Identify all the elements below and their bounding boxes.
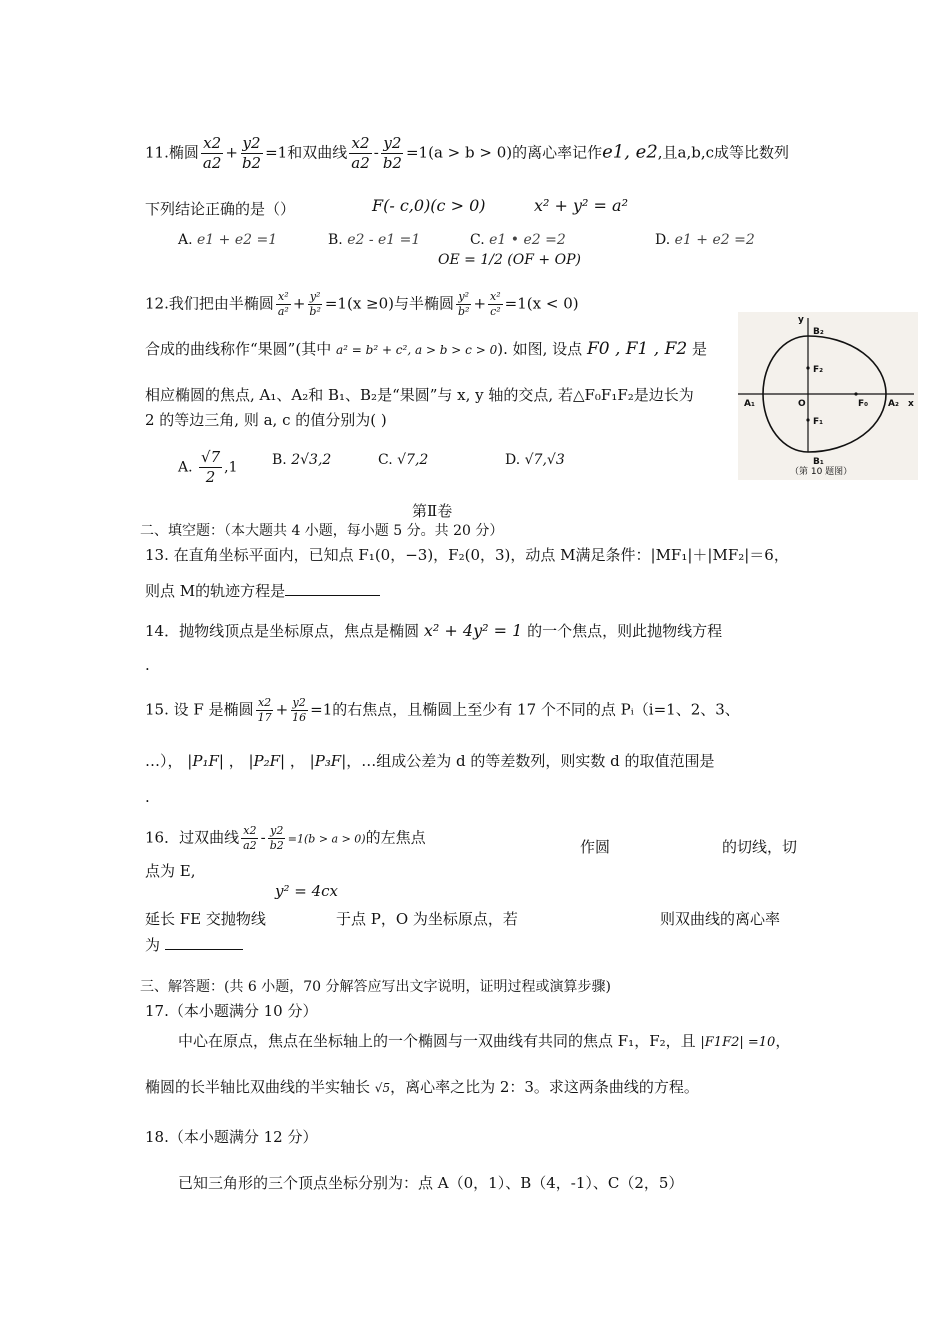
- label-a1: A₁: [744, 399, 755, 409]
- fraction-x2-a2-small: $\frac{\text{x²}}{\text{a²}}$: [277, 290, 289, 318]
- q17-line2: 椭圆的长半轴比双曲线的半实轴长 √5，离心率之比为 2：3。求这两条曲线的方程。: [145, 1078, 699, 1096]
- q16-line3c: 则双曲线的离心率: [660, 910, 781, 928]
- q11-tail2: ,且a,b,c成等比数列: [657, 143, 790, 162]
- q16-answer-blank[interactable]: [165, 948, 243, 950]
- label-b2: B₂: [813, 327, 824, 337]
- fill-blank-header: 二、填空题：（本大题共 4 小题，每小题 5 分。共 20 分）: [140, 523, 504, 539]
- q12-focal-points: F0 , F1 , F2: [586, 339, 688, 359]
- label-f0: F₀: [858, 399, 869, 409]
- q12-condition: a² = b² + c², a > b > c > 0: [335, 343, 498, 357]
- q15-seq-2: |P₂F|: [248, 752, 286, 770]
- q14-ellipse-eq: x² + 4y² = 1: [423, 621, 523, 640]
- q11-option-d: D. e1 + e2 =2: [655, 232, 755, 248]
- fraction-x2-a2-hyp: $\frac{x2}{a2}$: [351, 134, 370, 172]
- q12-option-a: A. $\frac{√7}{2}$ ,1: [178, 448, 238, 486]
- label-a2: A₂: [888, 399, 899, 409]
- q12-line1: 12.我们把由半椭圆 $\frac{\text{x²}}{\text{a²}}$ + $\frac{\text{y²}}{\text{b²}}$ =1(x ≥0)与半椭圆 $\frac{\text{y²}}{\text{b²}}$ + $\frac{\text{x²}}{\text{c²}}$ =1(x < 0): [145, 290, 579, 318]
- q16-line3a: 延长 FE 交抛物线: [145, 910, 266, 928]
- q17-condition: |F1F2| =10: [700, 1035, 776, 1050]
- q12-option-b: B. 2√3,2: [272, 452, 332, 468]
- q12-option-d: D. √7,√3: [505, 452, 565, 468]
- q11-e-pair: e1, e2: [602, 141, 658, 163]
- q16-line3b: 于点 P，O 为坐标原点，若: [336, 910, 518, 928]
- q13-line2: 则点 M的轨迹方程是: [145, 580, 380, 601]
- q13-line1: 13. 在直角坐标平面内，已知点 F₁(0，−3)，F₂(0，3)，动点 M满足条件：|MF₁|＋|MF₂|＝6，: [145, 546, 789, 564]
- q11-line2: 下列结论正确的是（）: [145, 200, 296, 218]
- q18-title: 18.（本小题满分 12 分）: [145, 1128, 318, 1146]
- q15-line1: 15. 设 F 是椭圆 $\frac{x2}{17}$ + $\frac{y2}{16}$ =1的右焦点，且椭圆上至少有 17 个不同的点 Pᵢ（i=1、2、3、: [145, 696, 740, 724]
- fraction-y2-b2-small-2: $\frac{\text{y²}}{\text{b²}}$: [458, 290, 470, 318]
- q11-ellipse-word: 椭圆: [168, 143, 199, 162]
- fraction-x2-a2-q16: $\frac{x2}{a2}$: [243, 824, 257, 852]
- q11-line1: 11.椭圆 $\frac{x2}{a2}$ + $\frac{y2}{b2}$ =1和双曲线 $\frac{x2}{a2}$ - $\frac{y2}{b2}$ =1(a > b > 0)的离心率记作e1, e2,且a,b,c成等比数列: [145, 134, 790, 172]
- label-f1: F₁: [813, 417, 824, 427]
- q17-sqrt5: √5: [374, 1081, 391, 1095]
- q11-floating-focus: F(- c,0)(c > 0): [372, 196, 486, 215]
- figure-caption: （第 10 题图）: [790, 467, 853, 477]
- q12-line3: 相应椭圆的焦点, A₁、A₂和 B₁、B₂是“果圆”与 x, y 轴的交点, 若△F₀F₁F₂是边长为: [145, 386, 694, 404]
- label-f2: F₂: [813, 365, 824, 375]
- q14-line2: .: [145, 656, 150, 674]
- fraction-x2-a2: $\frac{x2}{a2}$: [202, 134, 222, 172]
- q17-line1: 中心在原点，焦点在坐标轴上的一个椭圆与一双曲线有共同的焦点 F₁，F₂，且 |F1F2| =10，: [178, 1032, 791, 1050]
- focus-f2: [806, 366, 809, 369]
- q16-line1: 16．过双曲线 $\frac{x2}{a2}$ - $\frac{y2}{b2}$ =1(b > a > 0)的左焦点: [145, 824, 426, 852]
- q11-floating-circle: x² + y² = a²: [534, 196, 628, 215]
- q15-seq-1: |P₁F|: [187, 752, 224, 770]
- fraction-y2-b2-small: $\frac{\text{y²}}{\text{b²}}$: [309, 290, 321, 318]
- q11-floating-vector-eq: OE = 1/2 (OF + OP): [438, 252, 581, 268]
- q16-tangent: 的切线，切: [722, 838, 798, 856]
- fraction-y2-b2: $\frac{y2}{b2}$: [241, 134, 262, 172]
- fraction-y2-16: $\frac{y2}{16}$: [292, 696, 307, 724]
- solve-header: 三、解答题：(共 6 小题，70 分解答应写出文字说明，证明过程或演算步骤): [140, 979, 611, 995]
- focus-f1: [806, 418, 809, 421]
- q16-line2: 点为 E,: [145, 862, 196, 880]
- q15-seq-3: |P₃F|: [309, 752, 347, 770]
- q11-option-b: B. e2 - e1 =1: [328, 232, 421, 248]
- q11-tail: 的离心率记作: [512, 143, 603, 162]
- q11-and-hyperbola: 和双曲线: [287, 143, 348, 162]
- fraction-x2-17: $\frac{x2}{17}$: [257, 696, 272, 724]
- q16-parabola-eq: y² = 4cx: [275, 882, 338, 900]
- q15-line2: …）， |P₁F| ， |P₂F| ， |P₃F|，…组成公差为 d 的等差数列，则实数 d 的取值范围是: [145, 752, 715, 770]
- fraction-y2-b2-hyp: $\frac{y2}{b2}$: [382, 134, 402, 172]
- q17-title: 17.（本小题满分 10 分）: [145, 1002, 318, 1020]
- fraction-x2-c2-small: $\frac{\text{x²}}{\text{c²}}$: [490, 290, 501, 318]
- fraction-y2-b2-q16: $\frac{y2}{b2}$: [269, 824, 284, 852]
- q18-line1: 已知三角形的三个顶点坐标分别为：点 A（0，1）、B（4，-1）、C（2，5）: [178, 1174, 684, 1192]
- q12-figure: [738, 312, 918, 480]
- q12-line2: 合成的曲线称作“果圆”(其中 a² = b² + c², a > b > c > 0). 如图, 设点 F0 , F1 , F2 是: [145, 339, 707, 359]
- label-b1: B₁: [813, 457, 824, 467]
- fraction-sqrt7-2: $\frac{√7}{2}$: [201, 448, 221, 486]
- label-y: y: [798, 315, 804, 325]
- q11-number: 11.: [145, 143, 169, 162]
- fruit-circle-diagram: [738, 312, 918, 480]
- q12-option-c: C. √7,2: [378, 452, 429, 468]
- part2-title: 第Ⅱ卷: [412, 502, 453, 520]
- q12-line4: 2 的等边三角, 则 a, c 的值分别为( ): [145, 411, 387, 429]
- focus-f0: [854, 392, 857, 395]
- q11-option-c: C. e1 • e2 =2: [470, 232, 566, 248]
- q16-line4: 为: [145, 934, 243, 955]
- q11-option-a: A. e1 + e2 =1: [178, 232, 278, 248]
- q14-line1: 14．抛物线顶点是坐标原点，焦点是椭圆 x² + 4y² = 1 的一个焦点，则此抛物线方程: [145, 621, 723, 640]
- label-o: O: [798, 399, 806, 409]
- q13-answer-blank[interactable]: [285, 594, 380, 596]
- q16-circle-word: 作圆: [580, 838, 611, 856]
- q15-line3: .: [145, 788, 150, 806]
- label-x: x: [908, 399, 914, 409]
